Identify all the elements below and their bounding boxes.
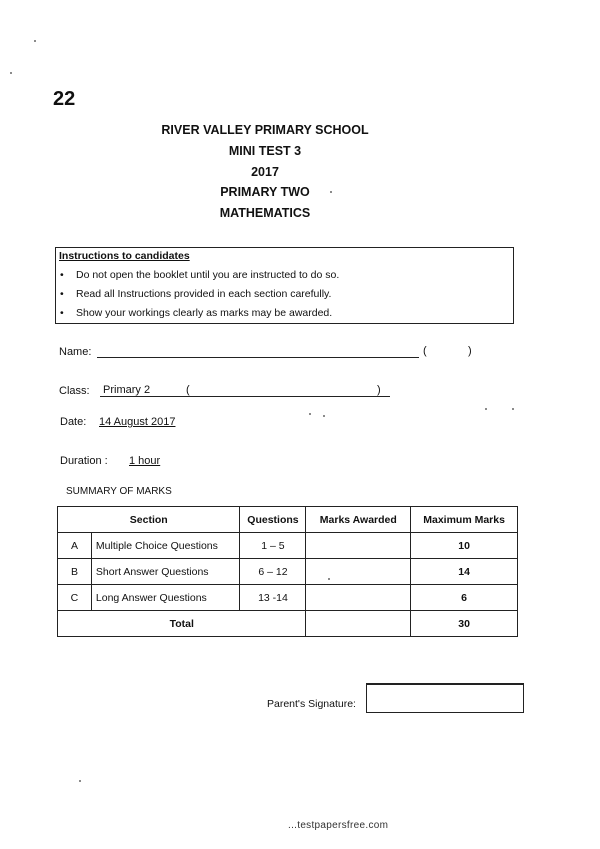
test-title: MINI TEST 3 [228,144,302,158]
bullet-icon: • [60,288,64,300]
instruction-item: • Do not open the booklet until you are instructed to do so. [60,269,340,281]
maximum-marks-cell: 14 [411,559,518,585]
scan-speck [309,413,311,415]
table-row [58,585,518,611]
test-year: 2017 [251,165,279,179]
scan-speck [328,578,330,580]
table-header-row [58,507,518,533]
bullet-icon: • [60,307,64,319]
col-section: Section [58,507,240,533]
class-paren-close: ) [377,384,381,396]
scan-speck [10,72,12,74]
bullet-icon: • [60,269,64,281]
level: PRIMARY TWO [220,185,310,199]
total-row [58,611,518,637]
maximum-marks-cell: 10 [411,533,518,559]
class-input-line[interactable] [100,396,390,397]
school-name: RIVER VALLEY PRIMARY SCHOOL [161,123,369,137]
class-label: Class: [59,385,90,397]
section-name: Multiple Choice Questions [91,533,240,559]
instructions-title: Instructions to candidates [59,250,190,262]
scan-speck [34,40,36,42]
date-label: Date: [60,416,87,428]
marks-awarded-cell[interactable] [306,585,411,611]
marks-awarded-cell[interactable] [306,559,411,585]
total-max-cell: 30 [411,611,518,637]
name-paren-close: ) [468,345,472,357]
duration-value: 1 hour [129,455,161,467]
parent-signature-label: Parent's Signature: [267,698,356,710]
col-marks-awarded: Marks Awarded [306,507,411,533]
table-row [58,559,518,585]
marks-table [57,506,518,637]
duration-label: Duration : [60,455,108,467]
table-row [58,533,518,559]
col-maximum-marks: Maximum Marks [411,507,518,533]
instructions-box [55,247,514,324]
name-label: Name: [59,346,92,358]
section-name: Long Answer Questions [91,585,240,611]
total-awarded-cell[interactable] [306,611,411,637]
section-letter: C [58,585,92,611]
scan-speck [323,415,325,417]
scan-speck [330,191,332,193]
marks-awarded-cell[interactable] [306,533,411,559]
scan-speck [79,780,81,782]
section-questions: 1 – 5 [240,533,306,559]
section-questions: 6 – 12 [240,559,306,585]
scan-speck [485,408,487,410]
class-paren-open: ( [186,384,190,396]
subject: MATHEMATICS [219,206,311,220]
maximum-marks-cell: 6 [411,585,518,611]
class-value: Primary 2 [103,384,151,396]
parent-signature-box[interactable] [366,683,524,713]
scan-speck [512,408,514,410]
summary-title: SUMMARY OF MARKS [66,486,172,497]
section-questions: 13 -14 [240,585,306,611]
name-input-line[interactable] [97,357,419,358]
footer-watermark: ...testpapersfree.com [288,820,389,831]
total-label: Total [58,611,306,637]
section-letter: A [58,533,92,559]
instruction-item: • Read all Instructions provided in each section carefully. [60,288,332,300]
page-number: 22 [53,88,76,110]
col-questions: Questions [240,507,306,533]
name-paren-open: ( [423,345,427,357]
instructions-list [56,268,339,325]
section-name: Short Answer Questions [91,559,240,585]
instruction-item: • Show your workings clearly as marks may be awarded. [60,307,333,319]
section-letter: B [58,559,92,585]
date-value: 14 August 2017 [99,416,176,428]
